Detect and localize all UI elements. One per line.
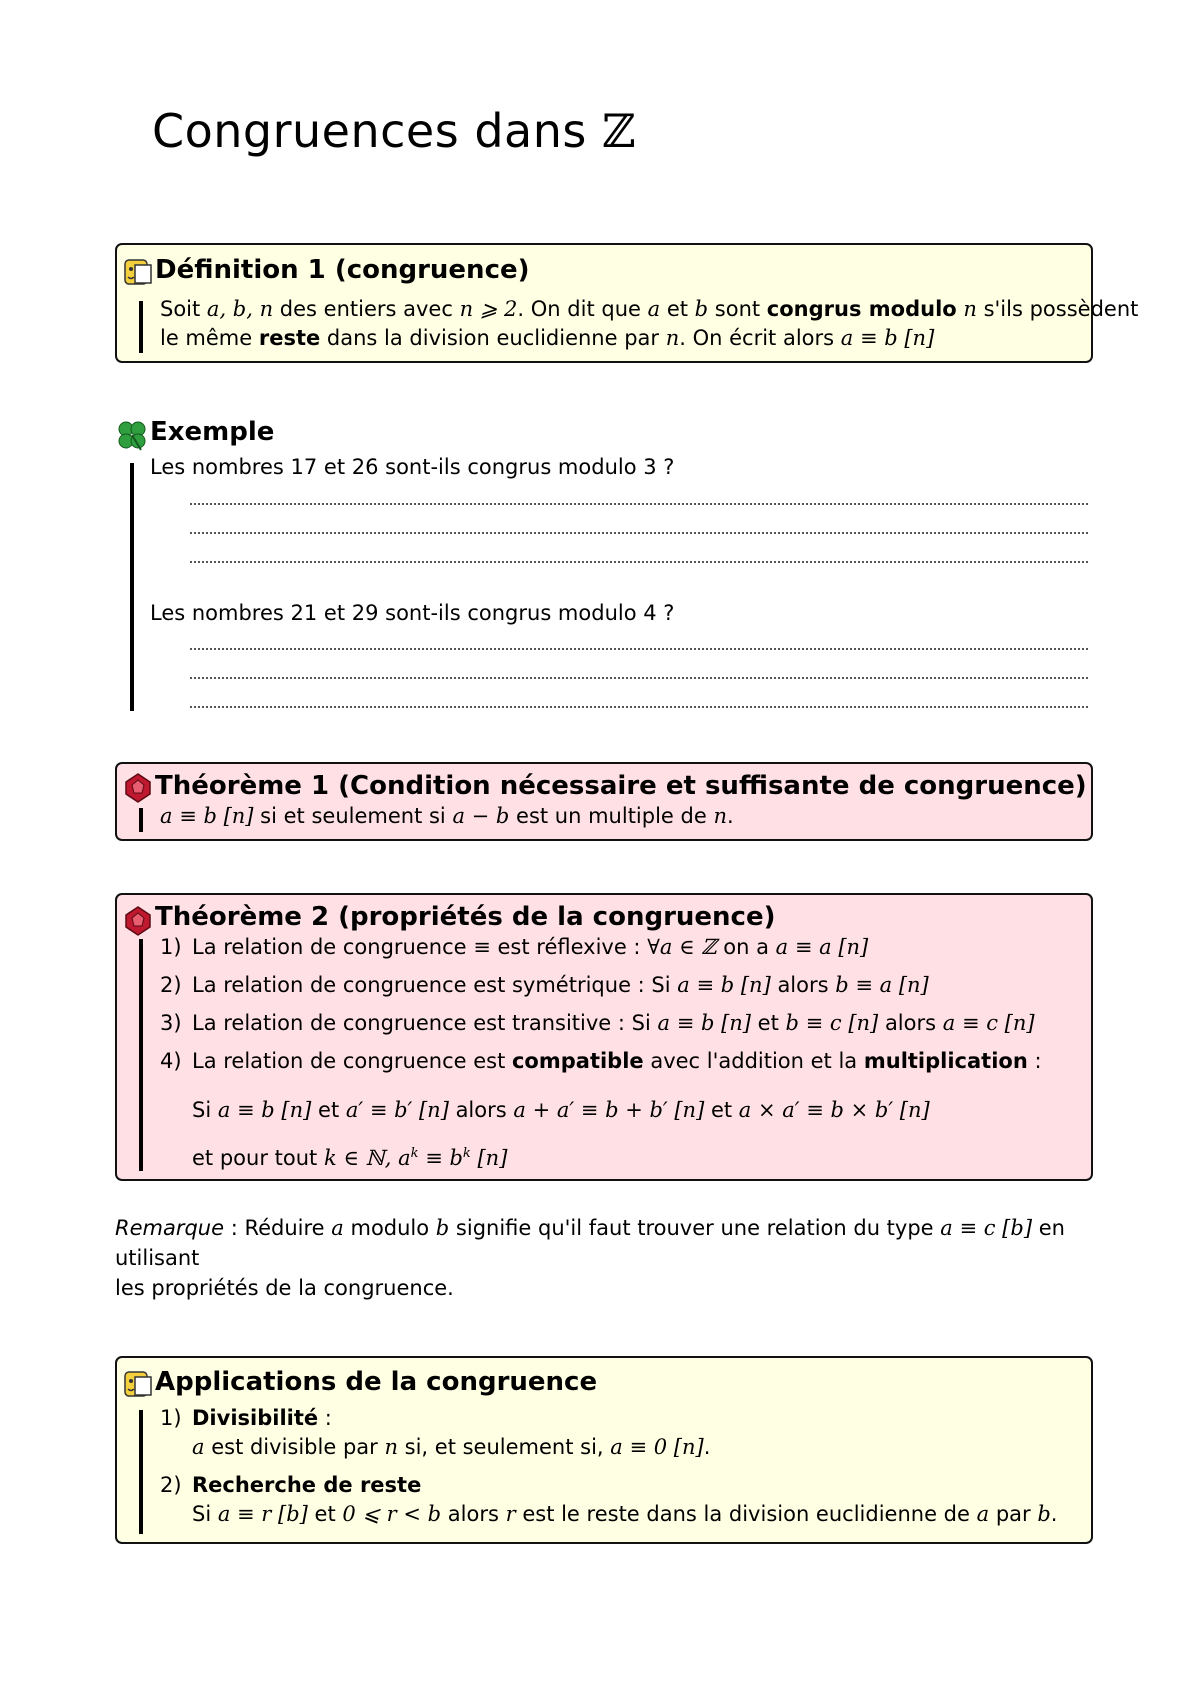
example-title: Exemple <box>150 417 275 447</box>
answer-line <box>190 648 1088 650</box>
page-title <box>152 104 636 158</box>
answer-line <box>190 503 1088 505</box>
theorem-2-bar <box>139 939 143 1171</box>
answer-line <box>190 561 1088 563</box>
gem-icon <box>122 772 154 804</box>
answer-line <box>190 677 1088 679</box>
theorem-1-statement: a ≡ b [n] si et seulement si a − b est un multiple de n. <box>160 804 734 828</box>
theorem-2-title: Théorème 2 (propriétés de la congruence) <box>155 902 776 932</box>
application-2-heading: 2) Recherche de reste <box>160 1473 422 1497</box>
applications-box <box>115 1356 1093 1544</box>
definition-box <box>115 243 1139 363</box>
application-2-text: Si a ≡ r [b] et 0 ⩽ r < b alors r est le reste dans la division euclidienne de a par b. <box>192 1502 1058 1526</box>
remark-label: Remarque <box>115 1216 225 1240</box>
theorem-2-compat-line: Si a ≡ b [n] et a′ ≡ b′ [n] alors a + a′ ≡ b + b′ [n] et a × a′ ≡ b × b′ [n] <box>192 1098 930 1122</box>
reading-person-icon <box>122 256 154 288</box>
theorem-2-item-4: 4) La relation de congruence est compatible avec l'addition et la multiplication : <box>160 1049 1042 1073</box>
reading-person-icon <box>122 1368 154 1400</box>
applications-bar <box>139 1410 143 1534</box>
answer-line <box>190 532 1088 534</box>
page-title-text: Congruences dans <box>152 104 602 158</box>
theorem-2-item-1: 1) La relation de congruence ≡ est réflexive : ∀a ∈ ℤ on a a ≡ a [n] <box>160 935 869 959</box>
example-question-2: Les nombres 21 et 29 sont-ils congrus modulo 4 ? <box>150 601 675 625</box>
definition-title: Définition 1 (congruence) <box>155 255 530 285</box>
application-1-heading: 1) Divisibilité : <box>160 1406 332 1430</box>
theorem-2-item-3: 3) La relation de congruence est transitive : Si a ≡ b [n] et b ≡ c [n] alors a ≡ c [n] <box>160 1011 1035 1035</box>
definition-line-2: le même reste dans la division euclidienne par n. On écrit alors a ≡ b [n] <box>160 326 935 350</box>
theorem-1-title: Théorème 1 (Condition nécessaire et suffisante de congruence) <box>155 771 1087 801</box>
theorem-2-power-line: et pour tout k ∈ ℕ, $a^k \equiv b^k$ [n] <box>192 1146 508 1170</box>
definition-line-1: Soit a, b, n des entiers avec n ⩾ 2. On dit que a et b sont congrus modulo n s'ils possèdent <box>160 297 1139 321</box>
remark-paragraph: Remarque : Réduire a modulo b signifie qu'il faut trouver une relation du type a ≡ c [b] en utilisant les propriétés de la congruence. <box>115 1216 1065 1300</box>
clover-icon <box>115 418 149 452</box>
answer-line <box>190 706 1088 708</box>
integers-symbol: ℤ <box>601 104 637 158</box>
theorem-1-box <box>115 762 1093 841</box>
applications-title: Applications de la congruence <box>155 1367 598 1397</box>
application-1-text: a est divisible par n si, et seulement si, a ≡ 0 [n]. <box>192 1435 711 1459</box>
theorem-1-bar <box>139 808 143 832</box>
example-bar <box>130 463 134 711</box>
definition-bar <box>139 301 143 353</box>
theorem-2-item-2: 2) La relation de congruence est symétrique : Si a ≡ b [n] alors b ≡ a [n] <box>160 973 929 997</box>
theorem-2-box <box>115 893 1093 1181</box>
example-question-1: Les nombres 17 et 26 sont-ils congrus modulo 3 ? <box>150 455 675 479</box>
gem-icon <box>122 905 154 937</box>
